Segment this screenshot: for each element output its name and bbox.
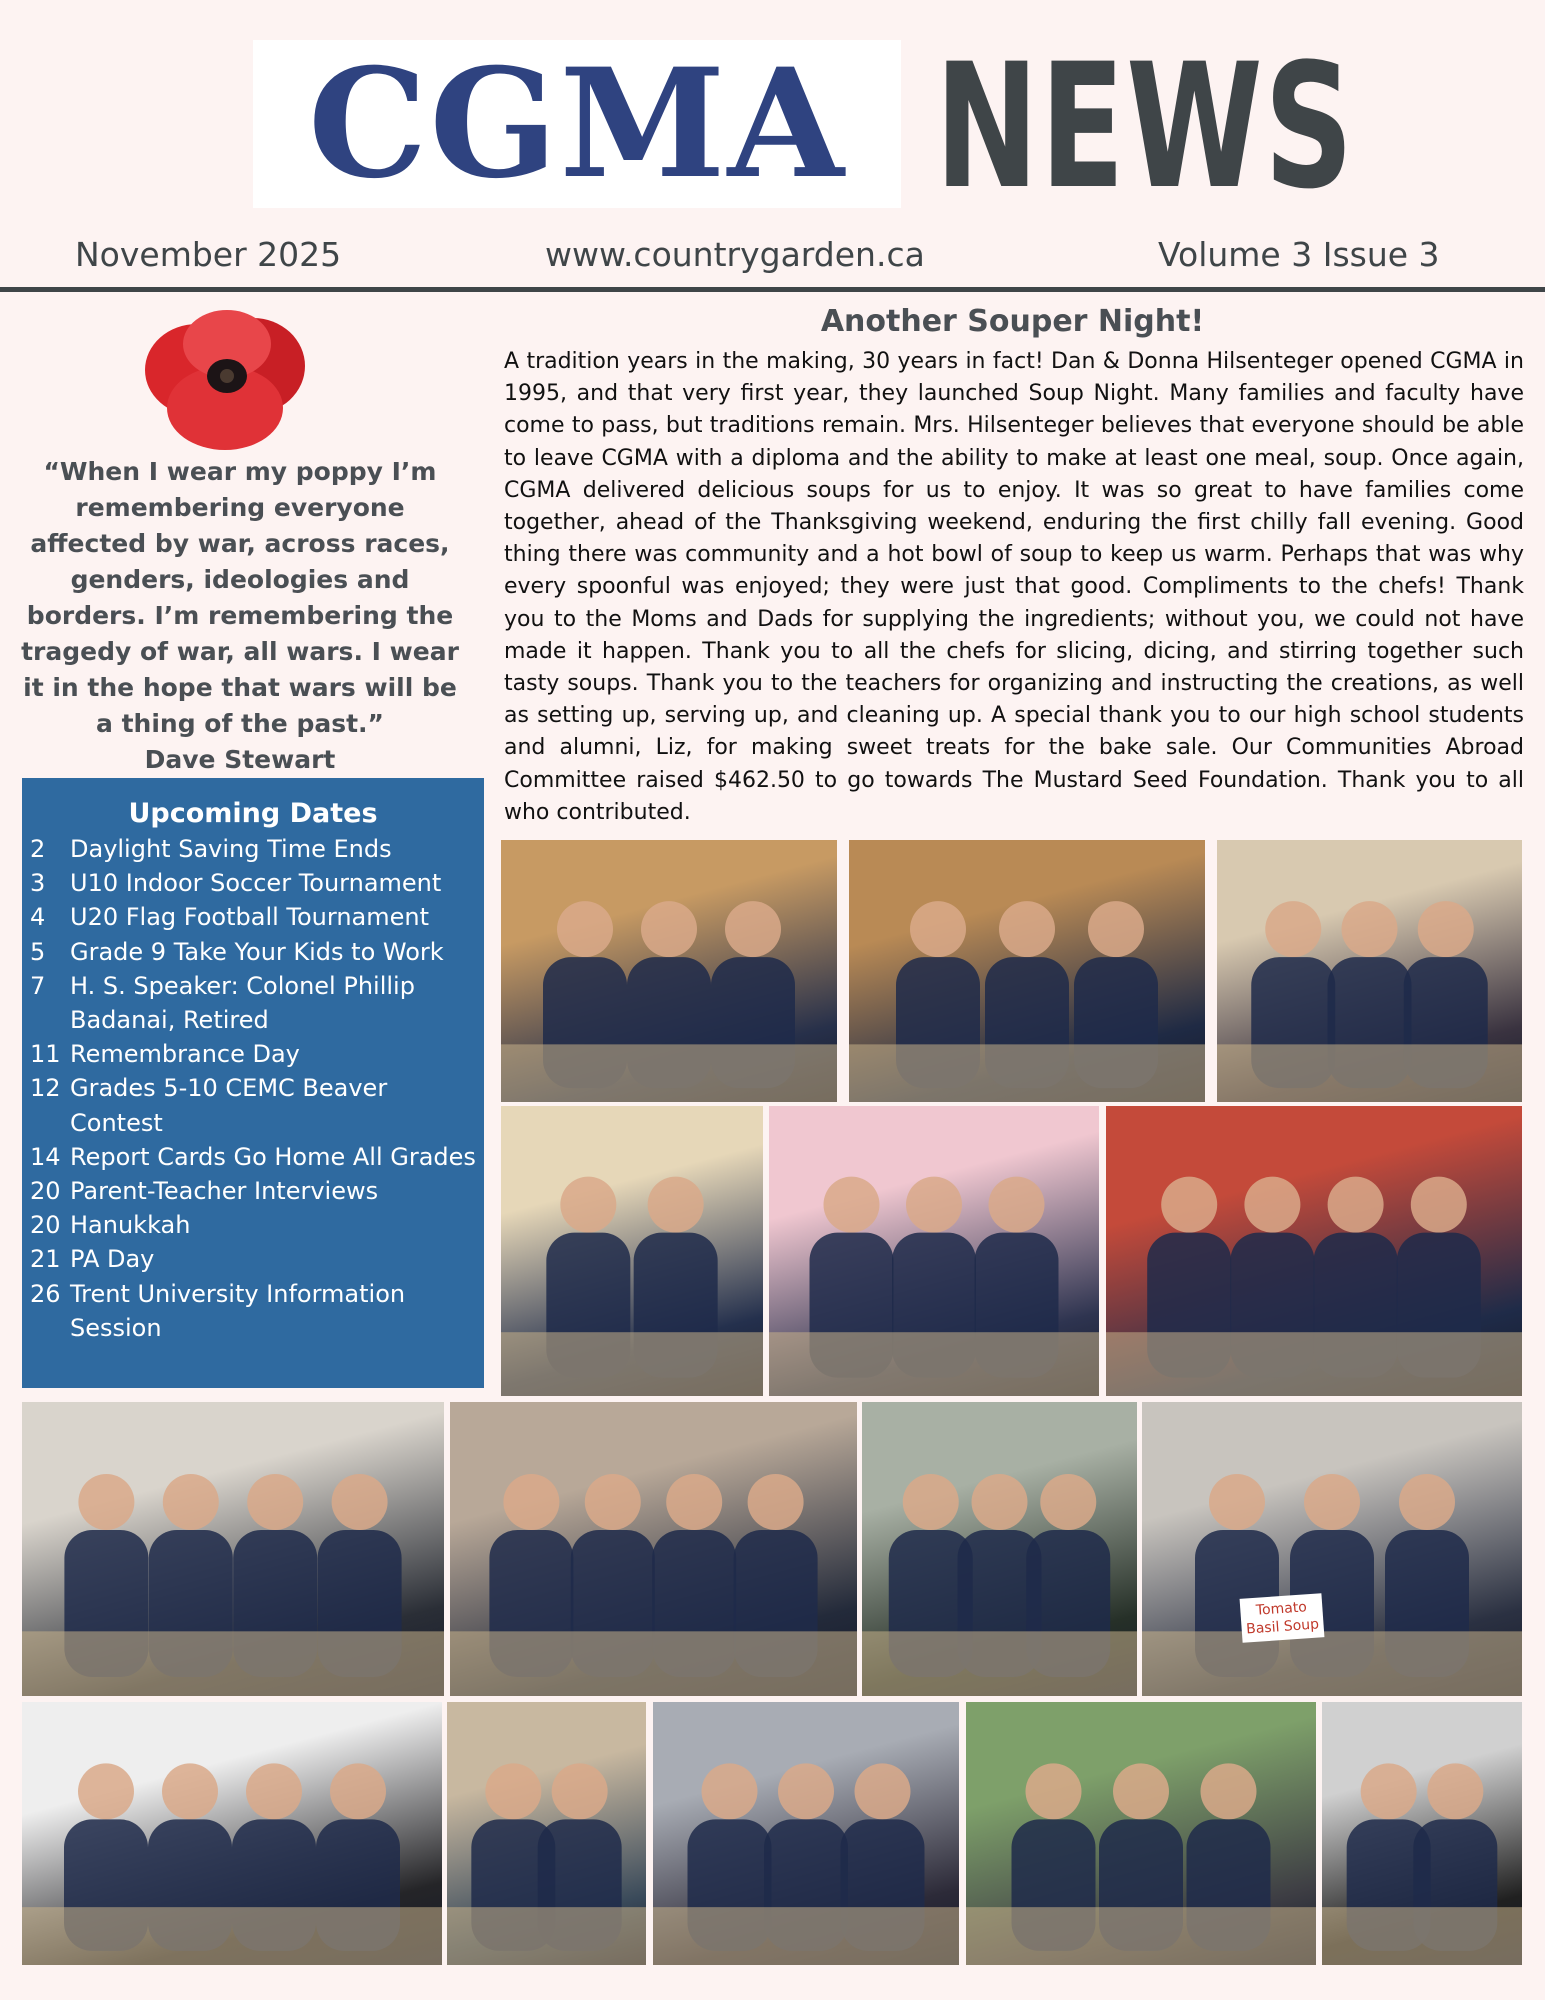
upcoming-date-event: Parent-Teacher Interviews [70, 1177, 379, 1206]
upcoming-date-item [30, 1071, 484, 1139]
upcoming-date-item [30, 1208, 484, 1242]
photo-table-cooking [450, 1402, 857, 1696]
photo-bake-sale-prep [447, 1702, 646, 1965]
upcoming-date-day: 21 [30, 1245, 61, 1274]
upcoming-date-item [30, 900, 484, 934]
upcoming-dates-box [22, 778, 484, 1388]
website-link[interactable]: www.countrygarden.ca [545, 235, 925, 274]
photo-soup-line [653, 1702, 959, 1965]
header-divider [0, 287, 1545, 292]
upcoming-date-day: 3 [30, 869, 46, 898]
photo-kids-containers [1217, 840, 1522, 1102]
poppy-icon [135, 300, 315, 460]
photo-kids-peeling [769, 1106, 1099, 1396]
quote-author: Dave Stewart [144, 745, 336, 774]
article-title: Another Souper Night! [820, 304, 1205, 339]
upcoming-date-item [30, 832, 484, 866]
photo-kids-slow-cooker [501, 1106, 763, 1396]
photo-boys-carrots [22, 1402, 444, 1696]
upcoming-date-day: 7 [30, 971, 46, 1000]
upcoming-date-event: H. S. Speaker: Colonel Phillip Badanai, Retired [70, 971, 415, 1035]
photo-class-group [1106, 1106, 1522, 1396]
upcoming-date-day: 14 [30, 1142, 61, 1171]
photo-kids-smiling [862, 1402, 1137, 1696]
upcoming-date-event: U10 Indoor Soccer Tournament [70, 869, 442, 898]
upcoming-date-day: 20 [30, 1177, 61, 1206]
upcoming-date-day: 4 [30, 903, 46, 932]
upcoming-date-item [30, 1037, 484, 1071]
volume-issue: Volume 3 Issue 3 [1158, 235, 1440, 274]
upcoming-date-item [30, 866, 484, 900]
news-title: NEWS [935, 26, 1355, 227]
upcoming-date-item [30, 935, 484, 969]
article-body: A tradition years in the making, 30 years in fact! Dan & Donna Hilsenteger opened CGMA in 1995, and that very first year, they launched Soup Night. Many families and faculty have come to pass, but traditions remain. Mrs. Hilsenteger believes that everyone should be able to leave CGMA with a diploma and the ability to make at least one meal, soup. Once again, CGMA delivered delicious soups for us to enjoy. It was so great to have families come together, ahead of the Thanksgiving weekend, enduring the first chilly fall evening. Good thing there was community and a hot bowl of soup to keep us warm. Perhaps that was why every spoonful was enjoyed; they were just that good. Compliments to the chefs! Thank you to the Moms and Dads for supplying the ingredients; without you, we could not have made it happen. Thank you to all the chefs for slicing, dicing, and stirring together such tasty soups. Thank you to the teachers for organizing and instructing the creations, as well as setting up, serving up, and cleaning up. A special thank you to our high school students and alumni, Liz, for making sweet treats for the bake sale. Our Communities Abroad Committee raised $462.50 to go towards The Mustard Seed Foundation. Thank you to all who contributed. [504, 349, 1524, 825]
upcoming-date-item [30, 969, 484, 1037]
upcoming-date-event: Grade 9 Take Your Kids to Work [70, 937, 444, 966]
upcoming-date-day: 5 [30, 937, 46, 966]
upcoming-date-item [30, 1277, 484, 1345]
upcoming-date-event: Hanukkah [70, 1211, 191, 1240]
remembrance-quote [20, 454, 460, 778]
photo-empty-pot [1322, 1702, 1522, 1965]
soup-sign: Tomato Basil Soup [1239, 1593, 1324, 1643]
upcoming-date-item [30, 1174, 484, 1208]
upcoming-date-event: Trent University Information Session [70, 1279, 406, 1342]
logo-text: CGMA [308, 36, 846, 212]
upcoming-date-event: Grades 5-10 CEMC Beaver Contest [70, 1074, 388, 1137]
upcoming-date-item [30, 1242, 484, 1276]
upcoming-date-event: U20 Flag Football Tournament [70, 903, 430, 932]
photo-group-soup-sign [1142, 1402, 1522, 1696]
photo-crowd-outdoors [966, 1702, 1316, 1965]
cgma-logo [253, 36, 901, 212]
photo-kids-cutting-2 [849, 840, 1205, 1102]
upcoming-date-day: 12 [30, 1074, 61, 1103]
upcoming-dates-title: Upcoming Dates [128, 798, 378, 829]
upcoming-date-event: PA Day [70, 1245, 155, 1274]
upcoming-date-event: Report Cards Go Home All Grades [70, 1142, 476, 1171]
upcoming-date-day: 20 [30, 1211, 61, 1240]
upcoming-dates-list [22, 832, 484, 1345]
upcoming-date-event: Daylight Saving Time Ends [70, 835, 392, 863]
issue-date: November 2025 [75, 235, 342, 274]
quote-text: “When I wear my poppy I’m remembering everyone affected by war, across races, genders, ideologies and borders. I’m remembering the tragedy of war, all wars. I wear it in the hope that wars will be a thing of the past.” [21, 457, 459, 738]
upcoming-date-day: 2 [30, 835, 46, 863]
photo-teens-baking [22, 1702, 442, 1965]
upcoming-date-day: 11 [30, 1040, 61, 1069]
upcoming-date-event: Remembrance Day [70, 1040, 300, 1069]
upcoming-date-day: 26 [30, 1279, 61, 1308]
upcoming-date-item [30, 1140, 484, 1174]
photo-kids-cutting-1 [501, 840, 837, 1102]
